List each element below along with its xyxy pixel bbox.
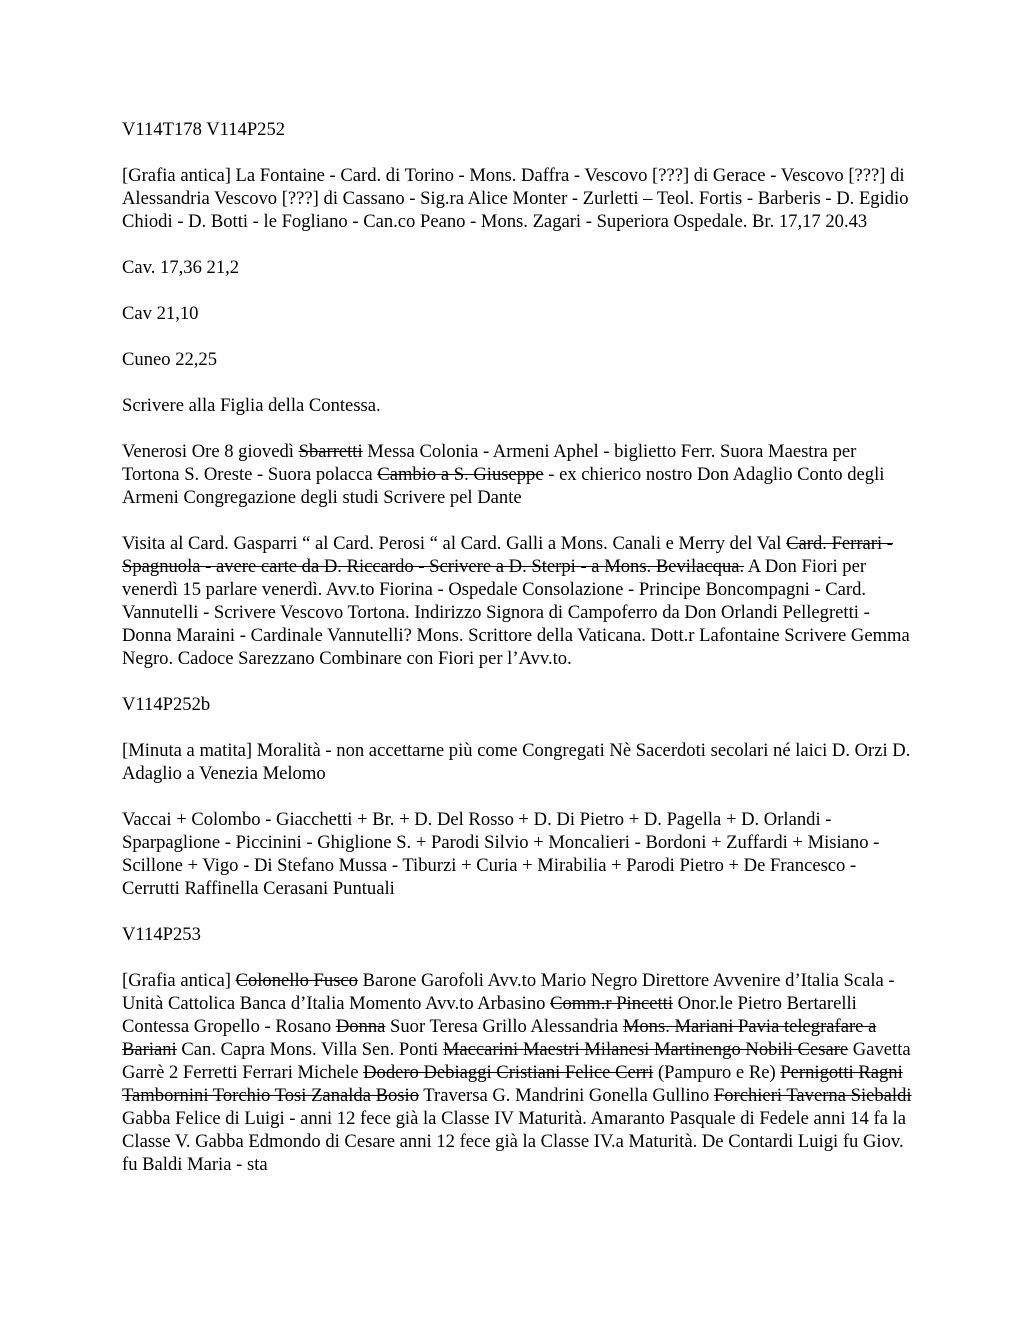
text-segment: - ex chierico nostro Don Adaglio Conto degli Armeni Congregazione degli studi Scrivere pel Dante [122,464,885,508]
text-segment: (Pampuro e Re) [653,1062,781,1083]
struck-text-segment: Mons. Mariani Pavia telegrafare a Bariani [122,1016,877,1060]
text-segment: Cav 21,10 [122,303,199,324]
text-segment: Barone Garofoli Avv.to Mario Negro Direttore Avvenire d’Italia Scala - Unità Cattolica Banca d’Italia Momento Avv.to Arbasino [122,970,895,1014]
text-paragraph [122,693,912,716]
text-segment: Cav. 17,36 21,2 [122,257,240,278]
struck-text-segment: Sbarretti [298,441,363,462]
struck-text-segment: Maccarini Maestri Milanesi Martinengo Nobili Cesare [442,1039,849,1060]
text-segment: [Grafia antica] [122,970,236,991]
text-segment: Vaccai + Colombo - Giacchetti + Br. + D. Del Rosso + D. Di Pietro + D. Pagella + D. Orlandi - Sparpaglione - Piccinini - Ghiglione S. + Parodi Silvio + Moncalieri - Bordoni + Zuffardi + Misiano - Scillone + Vigo - Di Stefano Mussa - Tiburzi + Curia + Mirabilia + Parodi Pietro + De Francesco - Cerrutti Raffinella Cerasani Puntuali [122,809,880,899]
text-segment: Venerosi Ore 8 giovedì [122,441,299,462]
text-segment: Cuneo 22,25 [122,349,218,370]
text-segment: Traversa G. Mandrini Gonella Gullino [419,1085,714,1106]
document-page [122,118,912,1199]
text-segment: V114T178 V114P252 [122,119,286,140]
text-paragraph [122,394,912,417]
struck-text-segment: Forchieri Taverna Siebaldi [713,1085,912,1106]
text-paragraph [122,348,912,371]
text-paragraph [122,256,912,279]
text-paragraph [122,302,912,325]
text-paragraph [122,739,912,785]
text-segment: Can. Capra Mons. Villa Sen. Ponti [176,1039,443,1060]
text-segment: Gabba Felice di Luigi - anni 12 fece già la Classe IV Maturità. Amaranto Pasquale di Fedele anni 14 fa la Classe V. Gabba Edmondo di Cesare anni 12 fece già la Classe IV.a Maturità. De Contardi Luigi fu Giov. fu Baldi Maria - sta [122,1108,906,1175]
text-segment: Onor.le Pietro Bertarelli Contessa Gropello - Rosano [122,993,857,1037]
text-segment: V114P252b [122,694,211,715]
text-segment: Visita al Card. Gasparri “ al Card. Perosi “ al Card. Galli a Mons. Canali e Merry del Val [122,533,787,554]
text-segment: Messa Colonia - Armeni Aphel - biglietto Ferr. Suora Maestra per Tortona S. Oreste - Suora polacca [122,441,857,485]
struck-text-segment: Card. Ferrari - Spagnuola - avere carte da D. Riccardo - Scrivere a D. Sterpi - a Mons. Bevilacqua. [122,533,893,577]
text-paragraph [122,164,912,233]
text-paragraph [122,808,912,900]
text-segment: A Don Fiori per venerdì 15 parlare venerdì. Avv.to Fiorina - Ospedale Consolazione - Principe Boncompagni - Card. Vannutelli - Scrivere Vescovo Tortona. Indirizzo Signora di Campoferro da Don Orlandi Pellegretti - Donna Maraini - Cardinale Vannutelli? Mons. Scrittore della Vaticana. Dott.r Lafontaine Scrivere Gemma Negro. Cadoce Sarezzano Combinare con Fiori per l’Avv.to. [122,556,910,669]
struck-text-segment: Comm.r Pincetti [550,993,673,1014]
text-paragraph [122,969,912,1176]
struck-text-segment: Pernigotti Ragni Tambornini Torchio Tosi Zanalda Bosio [122,1062,903,1106]
struck-text-segment: Donna [335,1016,386,1037]
struck-text-segment: Dodero Debiaggi Cristiani Felice Cerri [363,1062,654,1083]
text-paragraph [122,440,912,509]
text-segment: Suor Teresa Grillo Alessandria [385,1016,623,1037]
text-paragraph [122,118,912,141]
text-segment: Gavetta Garrè 2 Ferretti Ferrari Michele [122,1039,911,1083]
text-segment: [Minuta a matita] Moralità - non accettarne più come Congregati Nè Sacerdoti secolari né laici D. Orzi D. Adaglio a Venezia Melomo [122,740,911,784]
text-segment: V114P253 [122,924,201,945]
struck-text-segment: Cambio a S. Giuseppe [377,464,544,485]
text-segment: [Grafia antica] La Fontaine - Card. di Torino - Mons. Daffra - Vescovo [???] di Gerace - Vescovo [???] di Alessandria Vescovo [???] di Cassano - Sig.ra Alice Monter - Zurletti – Teol. Fortis - Barberis - D. Egidio Chiodi - D. Botti - le Fogliano - Can.co Peano - Mons. Zagari - Superiora Ospedale. Br. 17,17 20.43 [122,165,909,232]
text-segment: Scrivere alla Figlia della Contessa. [122,395,381,416]
text-paragraph [122,923,912,946]
text-paragraph [122,532,912,670]
struck-text-segment: Colonello Fusco [235,970,358,991]
